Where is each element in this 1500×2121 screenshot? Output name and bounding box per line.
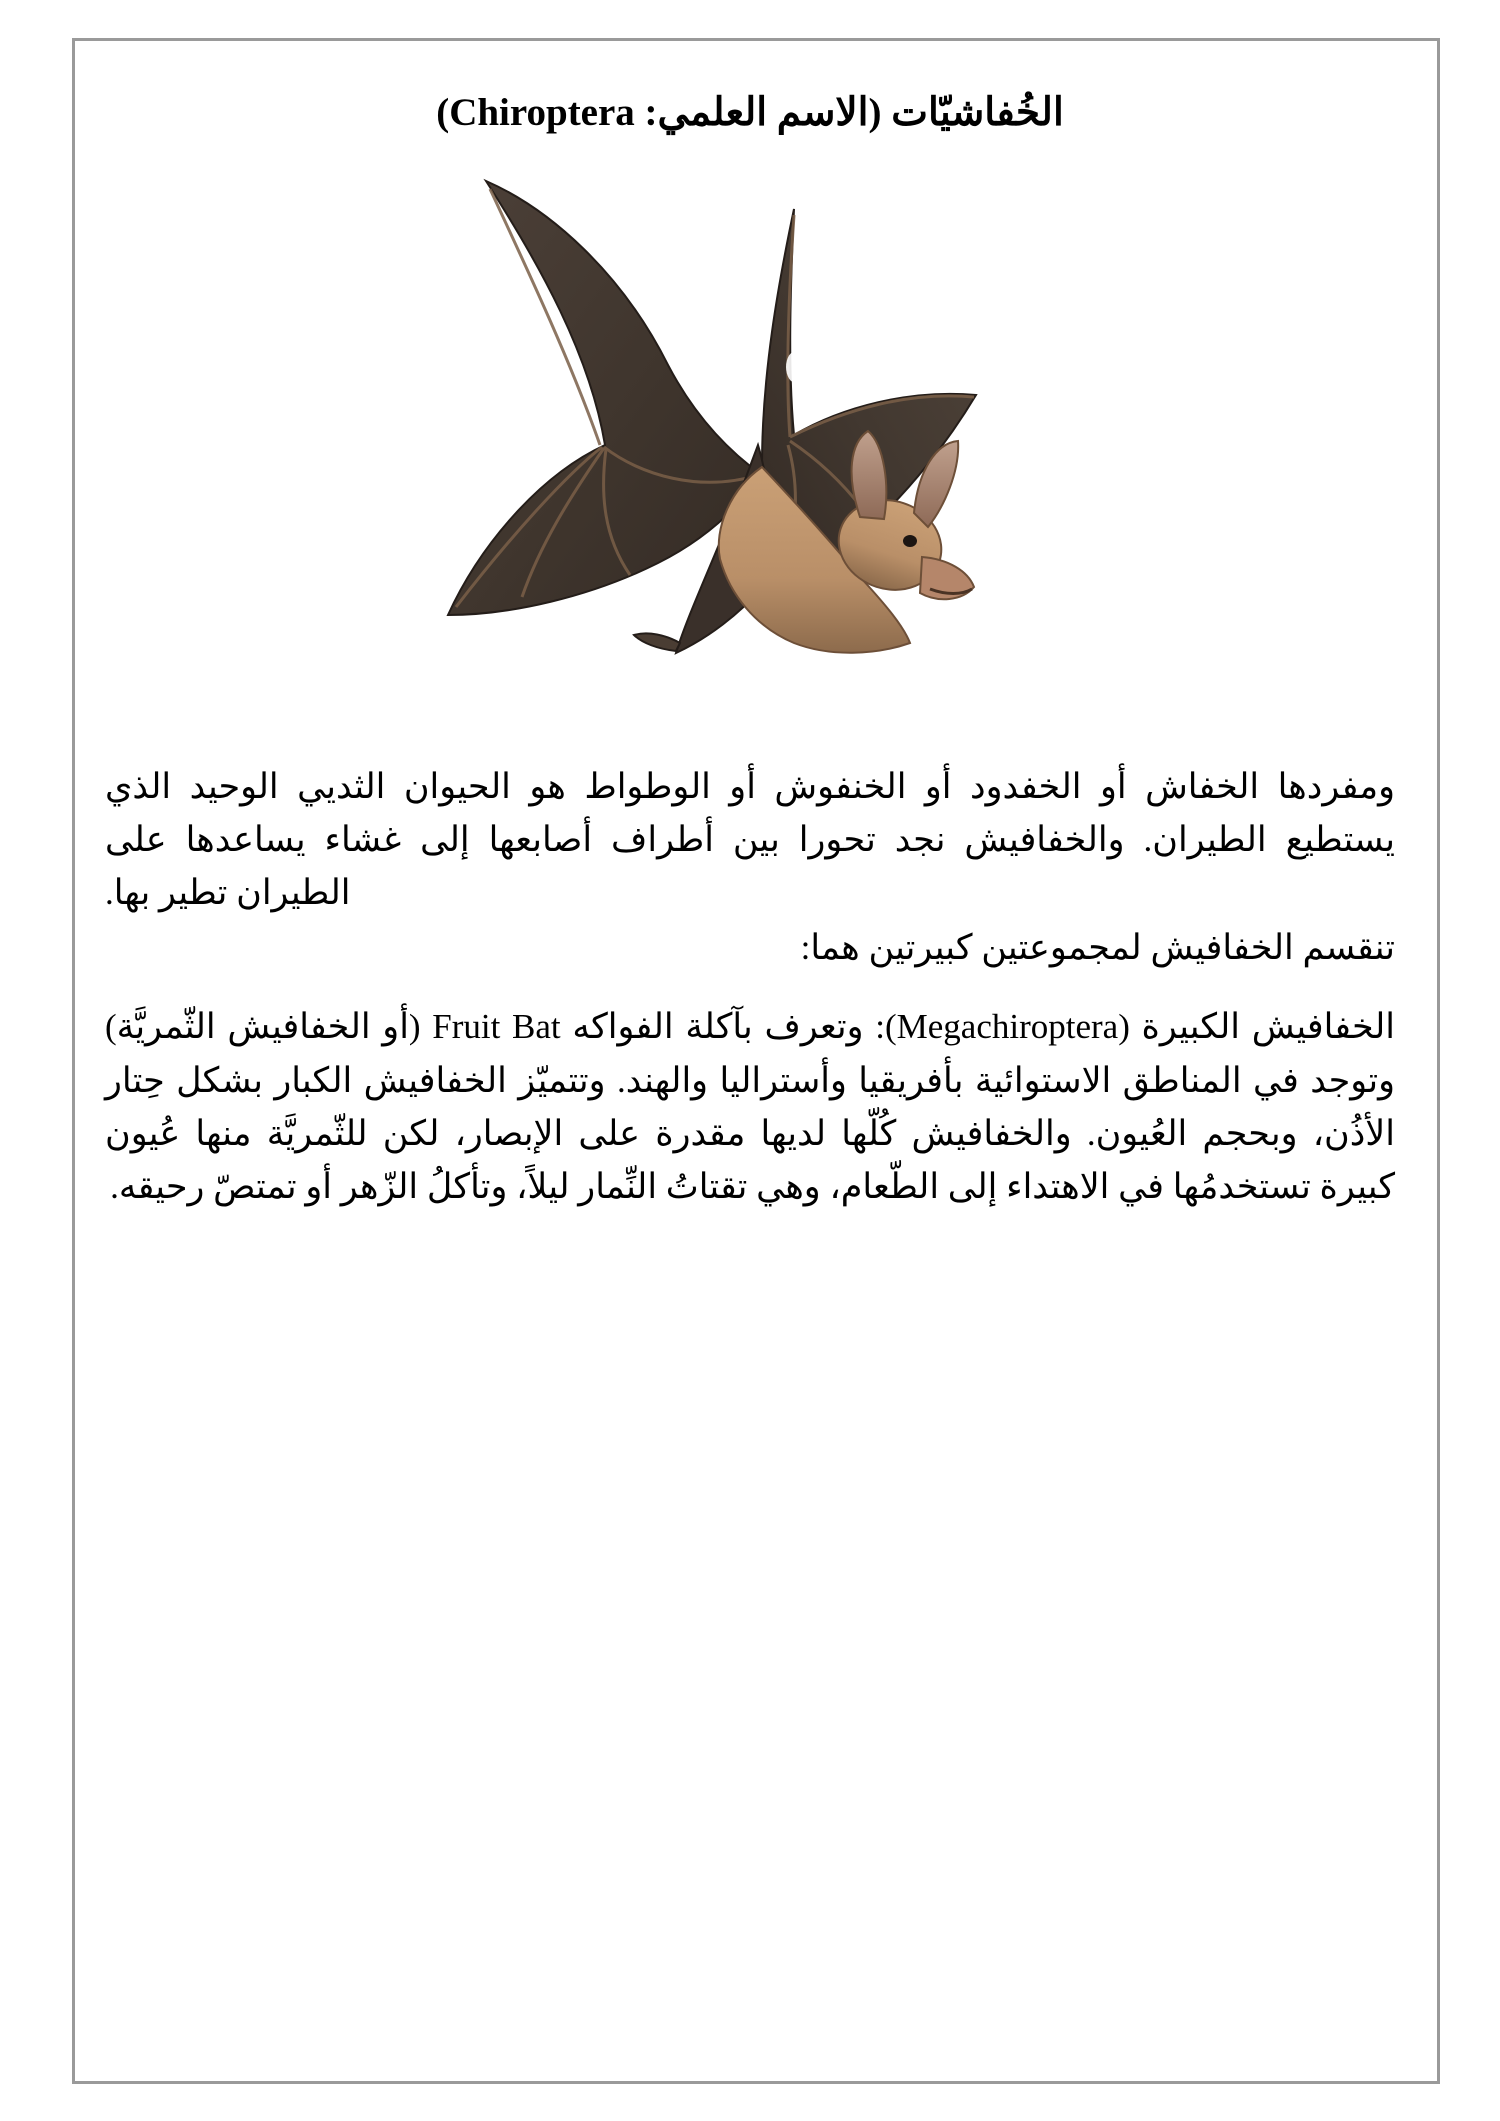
paragraph-megachiroptera: الخفافيش الكبيرة (Megachiroptera): وتعرف بآكلة الفواكه Fruit Bat (أو الخفافيش الثّمريَّة) وتوجد في المناطق الاستوائية بأفريقيا وأستراليا والهند. وتتميّز الخفافيش الكبار بشكل حِتار الأذُن، وبحجم العُيون. والخفافيش كُلّها لديها مقدرة على الإبصار، لكن للثّمريَّة منها عُيون كبيرة تستخدمُها في الاهتداء إلى الطّعام، وهي تقتاتُ النِّمار ليلاً، وتأكلُ الزّهر أو تمتصّ رحيقه. <box>105 1007 1395 1206</box>
bat-left-wing <box>448 181 762 615</box>
bat-eye <box>903 535 917 547</box>
paragraph-groups-intro: تنقسم الخفافيش لمجموعتين كبيرتين هما: <box>800 928 1395 968</box>
bat-foot <box>634 633 680 651</box>
figure-bat <box>105 145 1395 750</box>
page-content <box>105 38 1395 1213</box>
paragraph-definition: ومفردها الخفاش أو الخفدود أو الخنفوش أو الوطواط هو الحيوان الثديي الوحيد الذي يستطيع الطيران. والخفافيش نجد تحورا بين أطراف أصابعها إلى غشاء يساعدها على الطيران تطير بها. <box>105 766 1395 913</box>
page-title: الخُفاشيّات (الاسم العلمي: Chiroptera) <box>436 91 1064 134</box>
bat-illustration-svg <box>390 145 1110 745</box>
bat-wing-hole <box>786 351 806 383</box>
bat-photo <box>390 145 1110 745</box>
